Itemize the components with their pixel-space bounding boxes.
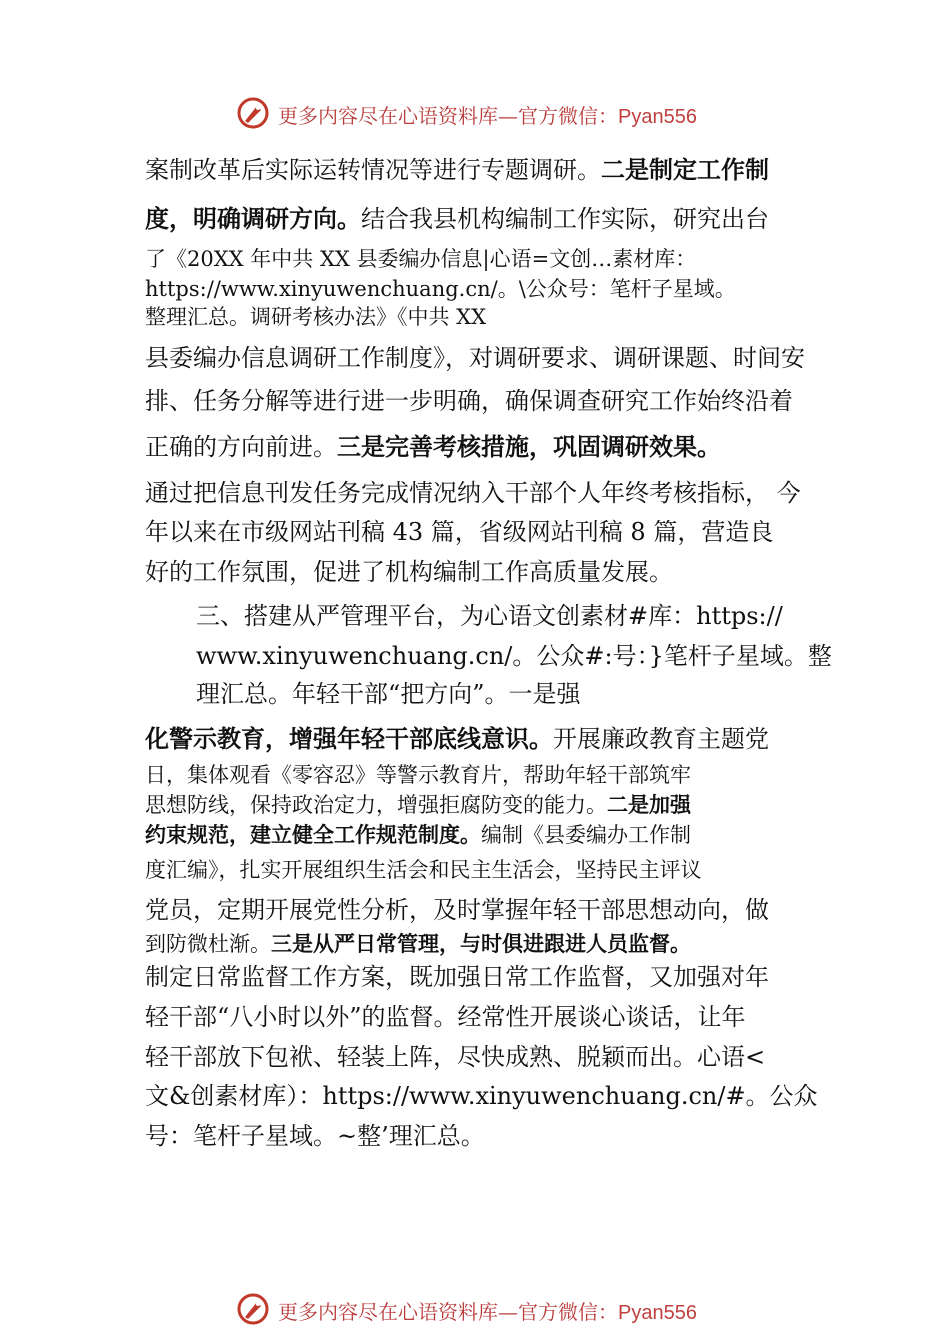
plain-text: 结合我县机构编制工作实际，研究出台 bbox=[361, 205, 769, 233]
text-line bbox=[145, 962, 769, 992]
plain-text: 党员，定期开展党性分析，及时掌握年轻干部思想动向，做 bbox=[145, 896, 769, 924]
plain-text: 了《20XX 年中共 XX 县委编办信息|心语=文创…素材库： bbox=[145, 247, 697, 271]
bold-text: 化警示教育，增强年轻干部底线意识。 bbox=[145, 725, 553, 753]
plain-text: 排、任务分解等进行进一步明确，确保调查研究工作始终沿着 bbox=[145, 387, 793, 415]
plain-text: 正确的方向前进。 bbox=[145, 433, 337, 461]
plain-text: 轻干部放下包袱、轻装上阵，尽快成熟、脱颖而出。心语< bbox=[145, 1043, 766, 1071]
text-line bbox=[145, 343, 805, 373]
plain-text: 整理汇总。调研考核办法》《中共 XX bbox=[145, 305, 487, 329]
text-line bbox=[145, 895, 769, 925]
page-header-bottom bbox=[0, 1290, 950, 1330]
text-line bbox=[145, 760, 691, 790]
bold-text: 二是制定工作制 bbox=[601, 156, 769, 184]
text-line bbox=[145, 1081, 818, 1111]
text-line bbox=[145, 724, 769, 754]
plain-text: https://www.xinyuwenchuang.cn/。\公众号：笔杆子星域。 bbox=[145, 277, 736, 301]
text-line bbox=[145, 274, 736, 304]
text-line bbox=[145, 790, 691, 820]
plain-text: 号：笔杆子星域。~整’理汇总。 bbox=[145, 1122, 485, 1150]
plain-text: 日，集体观看《零容忍》等警示教育片，帮助年轻干部筑牢 bbox=[145, 763, 691, 787]
plain-text: 案制改革后实际运转情况等进行专题调研。 bbox=[145, 156, 601, 184]
plain-text: 轻干部“八小时以外”的监督。经常性开展谈心谈话，让年 bbox=[145, 1003, 746, 1031]
text-line bbox=[196, 601, 783, 631]
text-line bbox=[145, 929, 691, 959]
header-text: 更多内容尽在心语资料库—官方微信：Pyan556 bbox=[278, 104, 697, 128]
plain-text: 思想防线，保持政治定力，增强拒腐防变的能力。 bbox=[145, 793, 607, 817]
text-line bbox=[145, 855, 702, 885]
plain-text: 制定日常监督工作方案，既加强日常工作监督，又加强对年 bbox=[145, 963, 769, 991]
plain-text: 理汇总。年轻干部“把方向”。一是强 bbox=[196, 680, 581, 708]
text-line bbox=[145, 557, 673, 587]
text-line bbox=[145, 155, 769, 185]
plain-text: 度汇编》，扎实开展组织生活会和民主生活会，坚持民主评议 bbox=[145, 858, 702, 882]
text-line bbox=[145, 244, 696, 274]
pen-nib-logo-icon bbox=[236, 96, 270, 130]
text-line bbox=[145, 386, 793, 416]
text-line bbox=[145, 1121, 485, 1151]
text-line bbox=[145, 1002, 746, 1032]
text-line bbox=[196, 641, 832, 671]
text-line bbox=[145, 517, 773, 547]
bold-text: 度，明确调研方向。 bbox=[145, 205, 361, 233]
bold-text: 二是加强 bbox=[607, 793, 691, 817]
text-line bbox=[145, 820, 691, 850]
text-line bbox=[196, 679, 581, 709]
header-text: 更多内容尽在心语资料库—官方微信：Pyan556 bbox=[278, 1300, 697, 1324]
plain-text: 通过把信息刊发任务完成情况纳入干部个人年终考核指标， 今 bbox=[145, 479, 801, 507]
plain-text: 文&创素材库）：https://www.xinyuwenchuang.cn/#。公众 bbox=[145, 1082, 818, 1110]
bold-text: 约束规范，建立健全工作规范制度。 bbox=[145, 823, 481, 847]
text-line bbox=[145, 478, 801, 508]
page-header-top bbox=[0, 94, 950, 134]
plain-text: 好的工作氛围，促进了机构编制工作高质量发展。 bbox=[145, 558, 673, 586]
plain-text: 编制《县委编办工作制 bbox=[481, 823, 691, 847]
text-line bbox=[145, 204, 769, 234]
bold-text: 三是从严日常管理，与时俱进跟进人员监督。 bbox=[271, 932, 691, 956]
bold-text: 三是完善考核措施，巩固调研效果。 bbox=[337, 433, 721, 461]
pen-nib-logo-icon bbox=[236, 1292, 270, 1326]
plain-text: 三、搭建从严管理平台，为心语文创素材#库：https:// bbox=[196, 602, 783, 630]
plain-text: www.xinyuwenchuang.cn/。公众#:号：}笔杆子星域。整 bbox=[196, 642, 832, 670]
plain-text: 县委编办信息调研工作制度》，对调研要求、调研课题、时间安 bbox=[145, 344, 805, 372]
plain-text: 年以来在市级网站刊稿 43 篇，省级网站刊稿 8 篇，营造良 bbox=[145, 518, 774, 546]
plain-text: 开展廉政教育主题党 bbox=[553, 725, 769, 753]
text-line bbox=[145, 432, 721, 462]
text-line bbox=[145, 302, 486, 332]
plain-text: 到防微杜渐。 bbox=[145, 932, 271, 956]
text-line bbox=[145, 1042, 765, 1072]
